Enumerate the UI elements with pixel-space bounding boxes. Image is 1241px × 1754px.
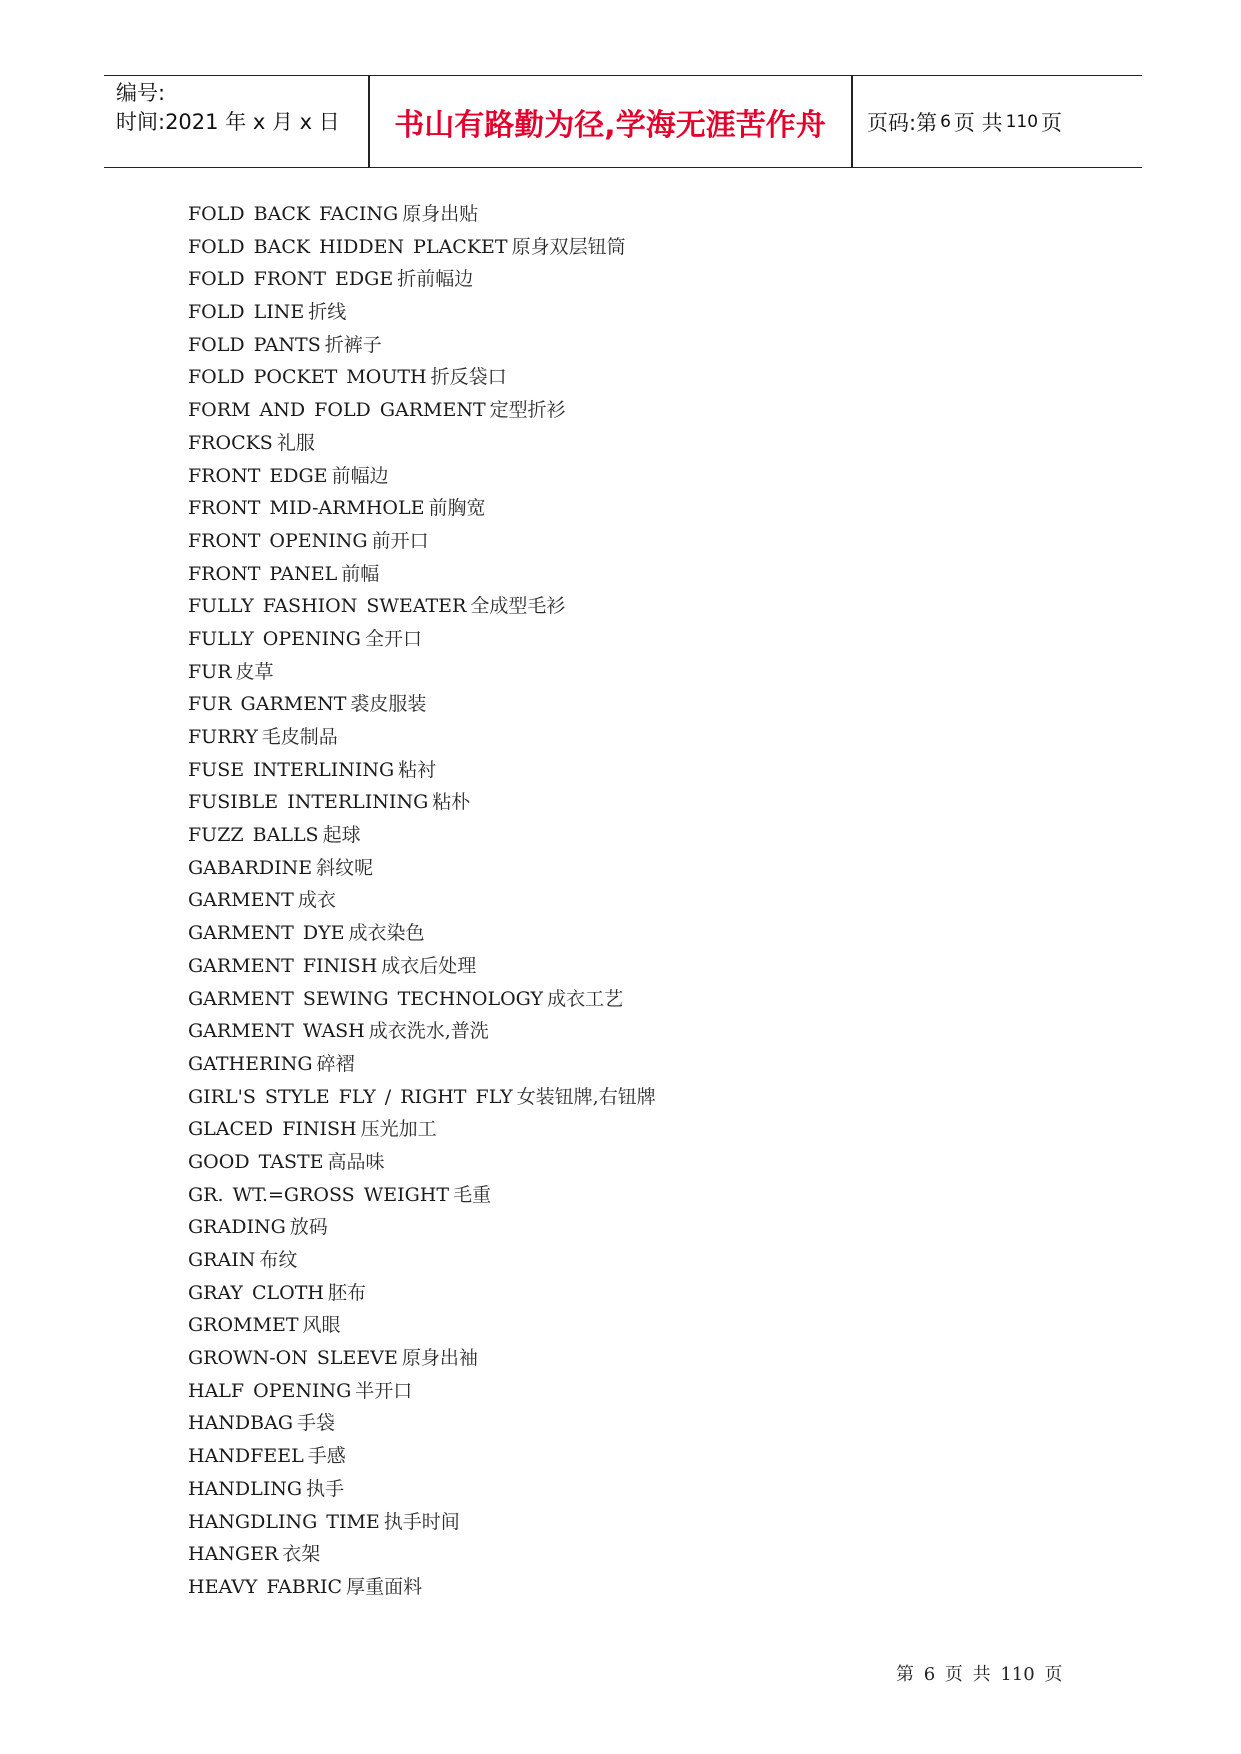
page-current: 6 (940, 111, 951, 132)
term-chinese: 成衣工艺 (547, 987, 624, 1010)
term-english: FUR (188, 660, 232, 683)
term-chinese: 折线 (308, 301, 347, 324)
term-chinese: 全开口 (364, 627, 422, 650)
term-english: FRONT PANEL (188, 562, 338, 585)
glossary-entry (188, 394, 656, 427)
term-english: GLACED FINISH (188, 1118, 357, 1141)
term-chinese: 毛皮制品 (261, 726, 338, 748)
term-english: GARMENT SEWING TECHNOLOGY (188, 987, 544, 1010)
glossary-entry (188, 1244, 656, 1277)
term-english: GARMENT WASH (188, 1020, 365, 1043)
term-chinese: 全成型毛衫 (470, 595, 566, 618)
glossary-entry (188, 1309, 656, 1342)
term-english: GRADING (188, 1216, 286, 1239)
term-chinese: 斜纹呢 (316, 856, 374, 879)
term-english: HANDBAG (188, 1412, 294, 1435)
glossary-entry (188, 361, 656, 394)
term-english: GARMENT (188, 889, 294, 912)
term-english: GRAY CLOTH (188, 1281, 324, 1304)
term-english: FUSE INTERLINING (188, 758, 395, 781)
term-english: FOLD BACK FACING (188, 203, 399, 225)
term-chinese: 前幅 (341, 562, 380, 585)
glossary-entry (188, 1407, 656, 1440)
glossary-entry (188, 688, 656, 721)
glossary-entry (188, 1146, 656, 1179)
term-chinese: 碎褶 (316, 1052, 355, 1075)
term-english: HANGER (188, 1543, 279, 1566)
glossary-entry (188, 884, 656, 917)
term-english: GABARDINE (188, 856, 313, 879)
term-chinese: 前胸宽 (428, 497, 486, 520)
term-chinese: 礼服 (276, 431, 315, 454)
glossary-entry (188, 852, 656, 885)
term-english: HANDLING (188, 1477, 303, 1500)
term-chinese: 原身出袖 (401, 1347, 478, 1370)
term-english: GARMENT FINISH (188, 954, 378, 977)
term-chinese: 压光加工 (360, 1118, 437, 1141)
header-motto: 书山有路勤为径,学海无涯苦作舟 (394, 107, 826, 143)
term-chinese: 衣架 (282, 1543, 321, 1566)
term-chinese: 折反袋口 (430, 366, 507, 389)
glossary-entry (188, 427, 656, 460)
term-chinese: 成衣后处理 (381, 954, 477, 977)
glossary-entry (188, 819, 656, 852)
page-suffix: 页 (1041, 110, 1063, 135)
glossary-entry (188, 1440, 656, 1473)
term-chinese: 折裤子 (324, 333, 382, 356)
glossary-entry (188, 950, 656, 983)
glossary-entry (188, 1179, 656, 1212)
term-english: FOLD BACK HIDDEN PLACKET (188, 235, 508, 258)
term-chinese: 手袋 (297, 1412, 336, 1435)
term-english: FULLY OPENING (188, 627, 361, 650)
serial-label: 编号: (116, 81, 166, 105)
term-chinese: 执手时间 (383, 1510, 460, 1533)
term-chinese: 执手 (306, 1477, 345, 1500)
term-english: FURRY (188, 726, 258, 748)
term-chinese: 粘衬 (398, 758, 437, 781)
term-english: FOLD LINE (188, 301, 305, 324)
page-total: 110 (1005, 111, 1039, 132)
term-chinese: 厚重面料 (346, 1575, 423, 1598)
glossary-entry (188, 198, 656, 231)
glossary-entry (188, 590, 656, 623)
glossary-entry (188, 1113, 656, 1146)
term-chinese: 高品味 (327, 1150, 385, 1173)
glossary-entry (188, 460, 656, 493)
term-english: FRONT MID-ARMHOLE (188, 497, 425, 520)
page-footer: 第 6 页 共 110 页 (896, 1664, 1063, 1685)
glossary-entry (188, 1211, 656, 1244)
term-chinese: 前幅边 (331, 464, 389, 487)
term-chinese: 原身双层钮筒 (511, 235, 626, 258)
glossary-entry (188, 1538, 656, 1571)
header-page-number (867, 76, 1062, 167)
term-english: FROCKS (188, 431, 273, 454)
term-chinese: 手感 (307, 1445, 346, 1468)
glossary-entry (188, 525, 656, 558)
term-english: GROWN-ON SLEEVE (188, 1347, 398, 1370)
term-english: FRONT EDGE (188, 464, 328, 487)
term-chinese: 前开口 (371, 529, 429, 552)
term-english: GATHERING (188, 1052, 313, 1075)
term-chinese: 女装钮牌,右钮牌 (516, 1085, 656, 1108)
glossary-entry (188, 656, 656, 689)
term-english: GIRL'S STYLE FLY / RIGHT FLY (188, 1085, 513, 1108)
term-english: HALF OPENING (188, 1379, 352, 1402)
page-mid: 页 共 (953, 110, 1003, 135)
term-english: FUSIBLE INTERLINING (188, 791, 429, 814)
term-chinese: 裘皮服装 (350, 693, 427, 716)
term-english: FULLY FASHION SWEATER (188, 595, 467, 618)
glossary-entry (188, 1081, 656, 1114)
term-chinese: 皮草 (235, 660, 274, 683)
term-chinese: 成衣洗水,普洗 (368, 1020, 489, 1043)
term-chinese: 放码 (289, 1216, 328, 1239)
header-divider-right (851, 76, 853, 167)
term-english: GROMMET (188, 1314, 299, 1337)
term-chinese: 成衣 (297, 889, 336, 912)
term-chinese: 风眼 (302, 1314, 341, 1337)
term-chinese: 成衣染色 (348, 922, 425, 945)
term-english: GR. WT.=GROSS WEIGHT (188, 1183, 450, 1206)
glossary-entry (188, 231, 656, 264)
glossary-entry (188, 1277, 656, 1310)
glossary-entry (188, 1571, 656, 1604)
glossary-entry (188, 754, 656, 787)
term-english: HEAVY FABRIC (188, 1575, 343, 1598)
header-meta (116, 76, 368, 167)
term-english: GARMENT DYE (188, 922, 345, 945)
glossary-entry (188, 1048, 656, 1081)
page-prefix: 页码:第 (867, 110, 938, 135)
term-chinese: 半开口 (355, 1379, 413, 1402)
glossary-entry (188, 558, 656, 591)
term-english: FRONT OPENING (188, 529, 368, 552)
term-english: HANGDLING TIME (188, 1510, 380, 1533)
term-chinese: 起球 (322, 824, 361, 847)
page-header (104, 75, 1142, 168)
term-english: FUR GARMENT (188, 693, 347, 716)
glossary-list (188, 198, 656, 1604)
glossary-entry (188, 1375, 656, 1408)
term-chinese: 布纹 (259, 1249, 298, 1271)
glossary-entry (188, 721, 656, 754)
term-english: FOLD POCKET MOUTH (188, 366, 427, 389)
term-english: FOLD FRONT EDGE (188, 268, 394, 291)
glossary-entry (188, 917, 656, 950)
term-english: FOLD PANTS (188, 333, 321, 356)
term-chinese: 原身出贴 (402, 203, 479, 225)
time-label: 时间:2021 年 x 月 x 日 (116, 110, 340, 134)
glossary-entry (188, 786, 656, 819)
term-english: GOOD TASTE (188, 1150, 324, 1173)
glossary-entry (188, 492, 656, 525)
glossary-entry (188, 296, 656, 329)
term-chinese: 折前幅边 (397, 268, 474, 291)
term-chinese: 定型折衫 (489, 399, 566, 422)
term-chinese: 粘朴 (432, 791, 471, 814)
term-english: HANDFEEL (188, 1445, 304, 1468)
term-chinese: 毛重 (453, 1183, 492, 1206)
term-english: FORM AND FOLD GARMENT (188, 399, 486, 422)
glossary-entry (188, 623, 656, 656)
glossary-entry (188, 1473, 656, 1506)
glossary-entry (188, 1342, 656, 1375)
term-english: GRAIN (188, 1249, 256, 1271)
term-chinese: 胚布 (328, 1281, 367, 1304)
glossary-entry (188, 1506, 656, 1539)
term-english: FUZZ BALLS (188, 824, 319, 847)
glossary-entry (188, 329, 656, 362)
glossary-entry (188, 983, 656, 1016)
glossary-entry (188, 263, 656, 296)
glossary-entry (188, 1015, 656, 1048)
